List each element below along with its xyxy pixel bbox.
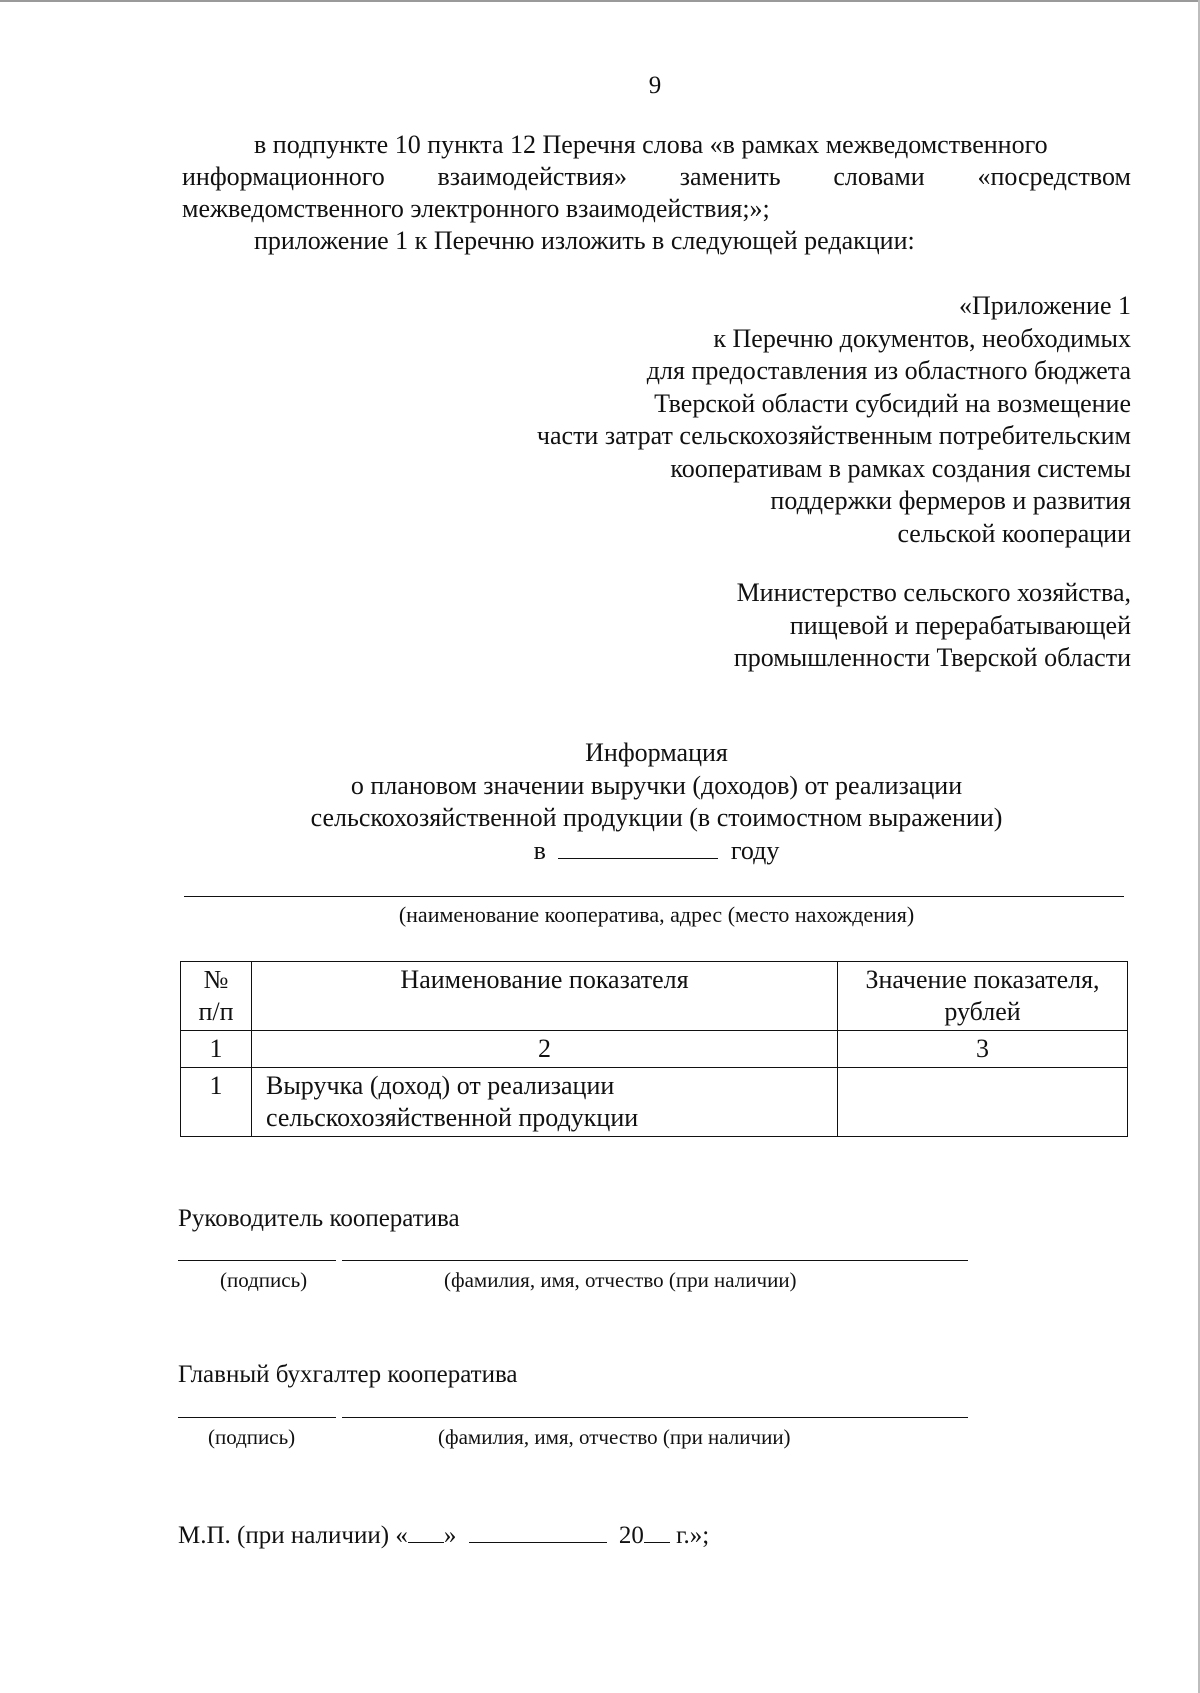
head-fullname-field[interactable]: [342, 1260, 968, 1261]
stamp-date-line: [178, 1520, 709, 1550]
table-numbering-row: [181, 1031, 1128, 1068]
numbering-cell: 1: [181, 1031, 252, 1068]
annex-line: «Приложение 1: [958, 291, 1131, 320]
year-line: [182, 835, 1131, 868]
addressee-line: пищевой и перерабатывающей: [789, 610, 1131, 640]
addressee-line: промышленности Тверской области: [733, 643, 1131, 672]
head-signature-field[interactable]: [178, 1260, 336, 1261]
head-signature-caption: (подпись): [220, 1268, 308, 1292]
head-signatory-label: Руководитель кооператива: [178, 1205, 460, 1232]
year-prefix: в: [533, 835, 546, 865]
form-subtitle: сельскохозяйственной продукции (в стоимостном выражении): [310, 803, 1003, 832]
annex-line: части затрат сельскохозяйственным потребительским: [536, 421, 1131, 450]
accountant-signatory-label: Главный бухгалтер кооператива: [178, 1361, 518, 1388]
cooperative-name-field[interactable]: [184, 896, 1124, 897]
numbering-cell: 3: [838, 1031, 1128, 1068]
form-title: Информация: [585, 738, 728, 767]
addressee-block: [734, 577, 1131, 675]
month-blank[interactable]: [469, 1520, 607, 1543]
intro-line-4: приложение 1 к Перечню изложить в следующей редакции:: [254, 226, 915, 255]
year-prefix: 20: [618, 1522, 644, 1549]
annex-line: к Перечню документов, необходимых: [713, 323, 1131, 353]
intro-word: взаимодействия»: [437, 162, 627, 191]
indicators-table: [180, 961, 1128, 1137]
row-number-cell: 1: [181, 1068, 252, 1137]
addressee-line: Министерство сельского хозяйства,: [736, 578, 1131, 607]
annex-line: Тверской области субсидий на возмещение: [654, 388, 1131, 418]
table-row: [181, 1068, 1128, 1137]
annex-line: сельской кооперации: [897, 518, 1131, 548]
cooperative-name-caption: (наименование кооператива, адрес (место нахождения): [398, 902, 915, 927]
header-cell-number: [181, 962, 252, 1031]
intro-word: информационного: [182, 162, 385, 191]
day-blank[interactable]: [408, 1520, 444, 1543]
header-value-line: рублей: [944, 997, 1021, 1026]
accountant-signature-caption: (подпись): [208, 1425, 296, 1449]
annex-line: кооперативам в рамках создания системы: [670, 453, 1131, 483]
header-value-line: Значение показателя,: [865, 965, 1100, 994]
row-indicator-line: Выручка (доход) от реализации: [266, 1071, 615, 1100]
intro-line-3: межведомственного электронного взаимодействия;»;: [182, 194, 770, 223]
intro-word: словами: [833, 162, 925, 191]
scan-top-edge: [0, 0, 1200, 2]
header-cell-value: [838, 962, 1128, 1031]
header-cell-indicator: Наименование показателя: [252, 962, 838, 1031]
accountant-fullname-field[interactable]: [342, 1417, 968, 1418]
numbering-cell: 2: [252, 1031, 838, 1068]
head-fullname-caption: (фамилия, имя, отчество (при наличии): [444, 1268, 797, 1292]
table-header-row: [181, 962, 1128, 1031]
day-close-quote: »: [443, 1522, 457, 1549]
year-blank[interactable]: [558, 836, 718, 859]
year-suffix: г.»;: [676, 1522, 710, 1549]
row-indicator-line: сельскохозяйственной продукции: [266, 1103, 639, 1132]
year-suffix: году: [730, 835, 780, 865]
stamp-label: М.П. (при наличии) «: [178, 1522, 408, 1549]
form-title-block: [182, 737, 1131, 867]
header-number-line: п/п: [198, 997, 234, 1026]
intro-word: «посредством: [977, 162, 1131, 191]
accountant-signature-field[interactable]: [178, 1417, 336, 1418]
row-indicator-cell: [252, 1068, 838, 1137]
annex-line: поддержки фермеров и развития: [770, 486, 1131, 515]
page-number: 9: [648, 72, 662, 99]
header-number-line: №: [203, 965, 229, 994]
intro-word: заменить: [679, 162, 781, 191]
intro-line-2: [182, 161, 1131, 193]
annex-line: для предоставления из областного бюджета: [646, 356, 1131, 385]
accountant-fullname-caption: (фамилия, имя, отчество (при наличии): [438, 1425, 791, 1449]
annex-header: [537, 290, 1131, 550]
row-value-cell[interactable]: [838, 1068, 1128, 1137]
intro-line-1: в подпункте 10 пункта 12 Перечня слова «в рамках межведомственного: [254, 130, 1048, 159]
year-blank[interactable]: [644, 1520, 670, 1543]
form-subtitle: о плановом значении выручки (доходов) от реализации: [350, 770, 963, 800]
intro-paragraph: [182, 129, 1131, 257]
